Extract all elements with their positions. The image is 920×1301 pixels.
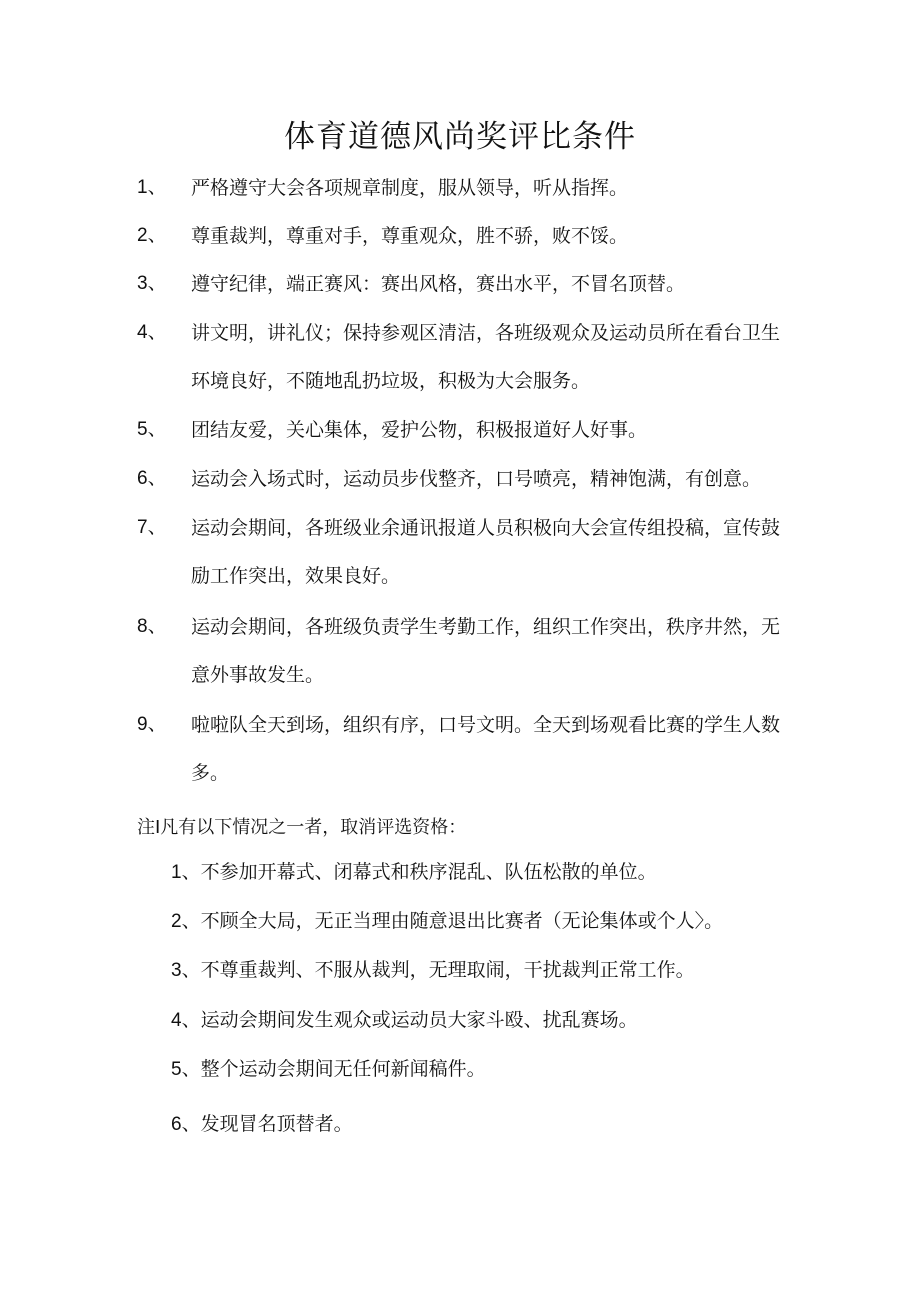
disqualification-item-5 — [171, 1049, 486, 1090]
rule-number: 3、 — [137, 273, 167, 294]
rule-text: 运动会期间，各班级负责学生考勤工作，组织工作突出，秩序井然，无 — [191, 616, 781, 638]
rule-text: 尊重裁判，尊重对手，尊重观众，胜不骄，败不馁。 — [191, 225, 629, 247]
rule-number: 1、 — [137, 177, 167, 198]
disqualification-text: 、整个运动会期间无任何新闻稿件。 — [181, 1058, 486, 1080]
disqualification-number: 4 — [171, 1010, 182, 1031]
rule-text-continued: 多。 — [191, 762, 230, 784]
rule-item-8 — [0, 607, 920, 686]
rule-item-1 — [0, 168, 920, 208]
rule-item-6 — [0, 459, 920, 499]
disqualification-item-6 — [171, 1104, 353, 1145]
rule-text: 啦啦队全天到场，组织有序，口号文明。全天到场观看比赛的学生人数 — [191, 714, 781, 736]
disqualification-text: 、不参加开幕式、闭幕式和秩序混乱、队伍松散的单位。 — [181, 861, 657, 883]
rule-number: 5、 — [137, 419, 167, 440]
rule-text-continued: 励工作突出，效果良好。 — [191, 565, 401, 587]
rule-text: 遵守纪律，端正赛风：赛出风格，赛出水平，不冒名顶替。 — [191, 273, 686, 295]
disqualification-text: 、发现冒名顶替者。 — [181, 1113, 353, 1135]
rule-number: 4、 — [137, 322, 167, 343]
rule-text: 运动会期间，各班级业余通讯报道人员积极向大会宣传组投稿，宣传鼓 — [191, 517, 781, 539]
rule-item-7 — [0, 508, 920, 587]
rule-number: 9、 — [137, 714, 167, 735]
rule-item-4 — [0, 313, 920, 392]
page-title: 体育道德风尚奖评比条件 — [284, 119, 636, 155]
rule-text: 讲文明，讲礼仪；保持参观区清洁，各班级观众及运动员所在看台卫生 — [191, 322, 781, 344]
disqualification-number: 5 — [171, 1059, 182, 1080]
rule-number: 7、 — [137, 517, 167, 538]
rule-item-9 — [0, 705, 920, 784]
rule-item-2 — [0, 216, 920, 256]
rule-text: 运动会入场式时，运动员步伐整齐，口号喷亮，精神饱满，有创意。 — [191, 468, 762, 490]
disqualification-item-3 — [171, 950, 695, 991]
disqualification-text: 、不尊重裁判、不服从裁判，无理取闹，干扰裁判正常工作。 — [181, 959, 695, 981]
disqualification-item-2 — [171, 901, 723, 942]
rule-text-continued: 意外事故发生。 — [191, 664, 325, 686]
disqualification-text: 、运动会期间发生观众或运动员大家斗殴、扰乱赛场。 — [181, 1009, 638, 1031]
disqualification-text: 、不顾全大局，无正当理由随意退出比赛者（无论集体或个人〉。 — [181, 910, 724, 932]
note-heading: 注I凡有以下情况之一者，取消评选资格： — [137, 817, 467, 838]
disqualification-number: 3 — [171, 960, 182, 981]
rule-number: 2、 — [137, 225, 167, 246]
rule-item-5 — [0, 410, 920, 450]
disqualification-number: 2 — [171, 911, 182, 932]
disqualification-number: 6 — [171, 1114, 182, 1135]
rule-number: 8、 — [137, 616, 167, 637]
disqualification-item-1 — [171, 852, 657, 893]
rule-number: 6、 — [137, 468, 167, 489]
disqualification-number: 1 — [171, 862, 182, 883]
rule-text-continued: 环境良好，不随地乱扔垃圾，积极为大会服务。 — [191, 370, 591, 392]
rule-text: 严格遵守大会各项规章制度，服从领导，听从指挥。 — [191, 177, 629, 199]
rule-text: 团结友爱，关心集体，爱护公物，积极报道好人好事。 — [191, 419, 648, 441]
rule-item-3 — [0, 264, 920, 304]
disqualification-item-4 — [171, 1000, 638, 1041]
